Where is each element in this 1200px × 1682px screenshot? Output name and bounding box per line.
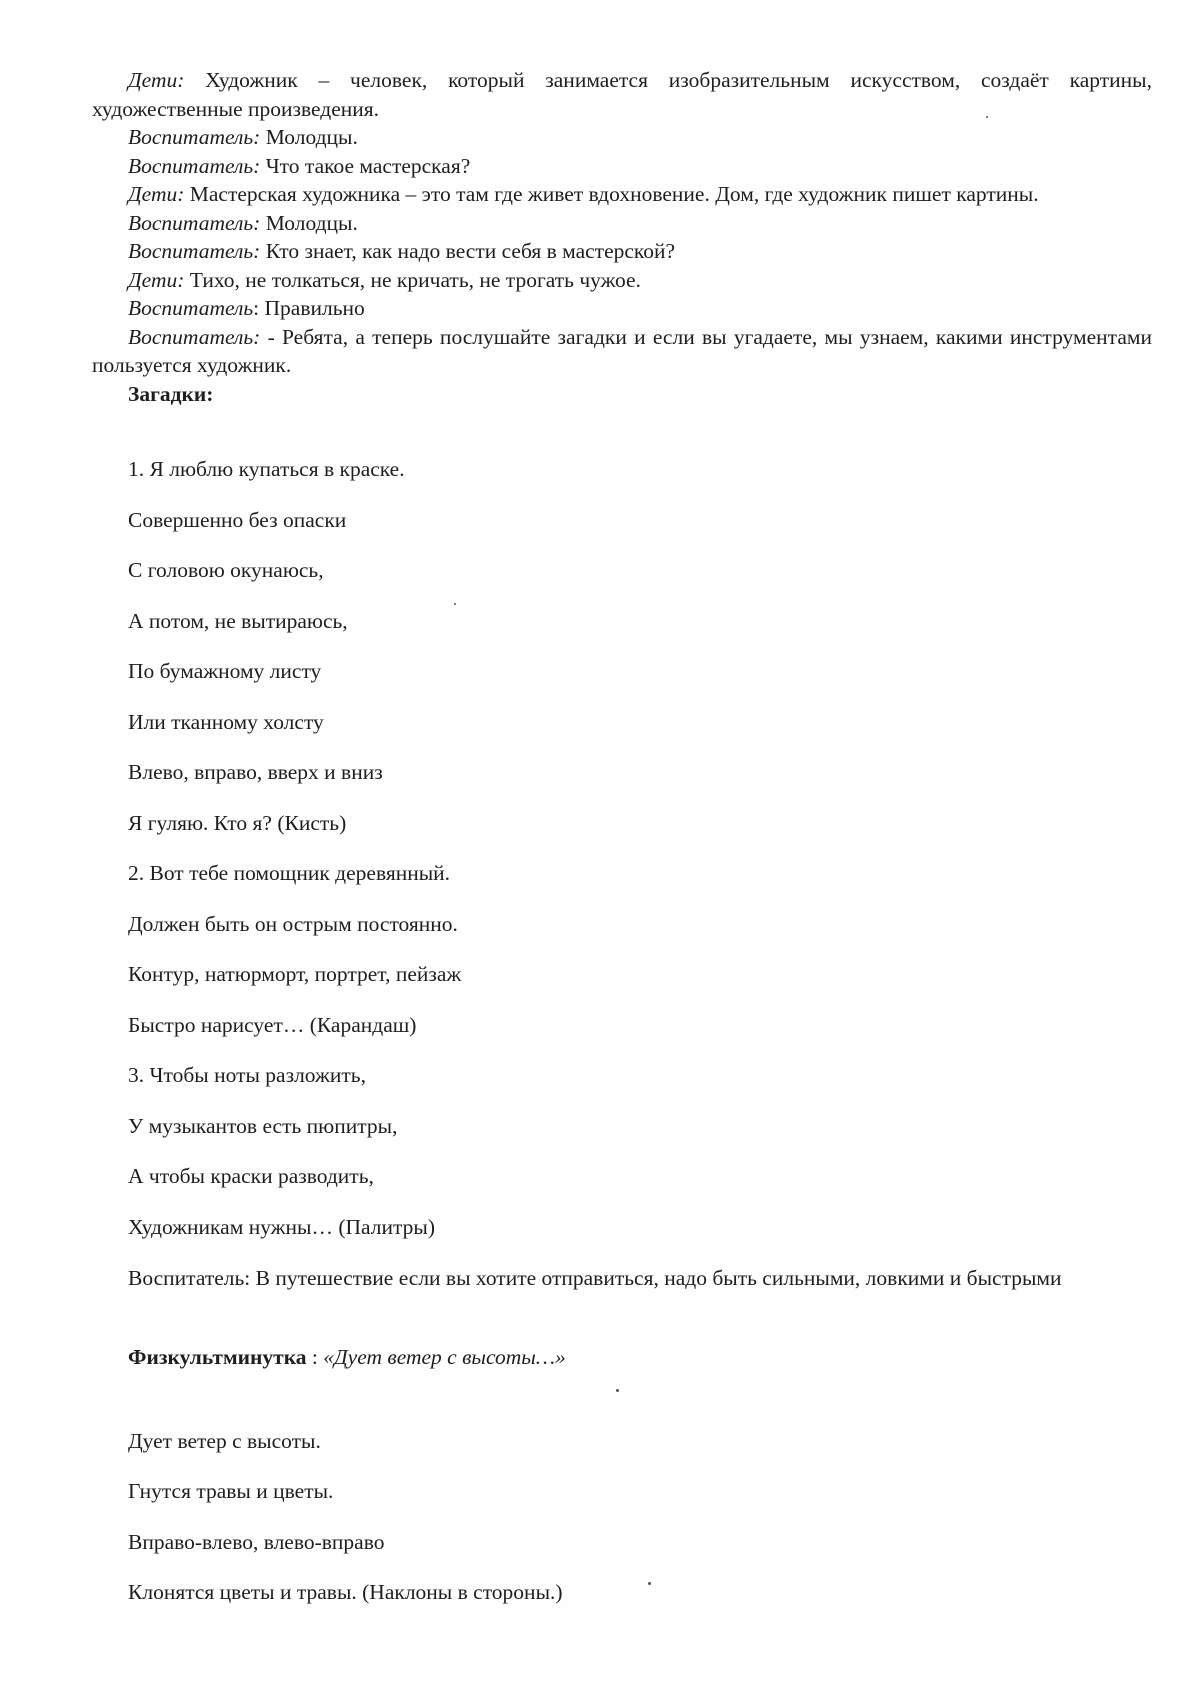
- fizkult-heading: [128, 1344, 566, 1370]
- riddle-line: По бумажному листу: [128, 659, 322, 683]
- riddle-line: Или тканному холсту: [128, 710, 324, 734]
- riddle-line: Быстро нарисует… (Карандаш): [128, 1013, 417, 1037]
- utterance: Мастерская художника – это там где живет вдохновение. Дом, где художник пишет картины.: [184, 182, 1039, 206]
- riddle-line: Совершенно без опаски: [128, 508, 347, 532]
- riddle-line: Я гуляю. Кто я? (Кисть): [128, 811, 347, 835]
- speaker: Воспитатель:: [128, 324, 261, 349]
- riddle-line: Влево, вправо, вверх и вниз: [128, 760, 383, 784]
- riddle-line: С головою окунаюсь,: [128, 558, 324, 582]
- utterance: Молодцы.: [260, 210, 358, 235]
- riddle-line: А потом, не вытираюсь,: [128, 609, 348, 633]
- speaker: Воспитатель:: [128, 239, 261, 263]
- riddle-line: Должен быть он острым постоянно.: [128, 912, 458, 936]
- utterance: - Ребята, а теперь послушайте загадки и если вы угадаете, мы узнаем, какими инструментами пользуется художник.: [92, 324, 1152, 377]
- dialog-line: [92, 66, 1152, 123]
- speaker: Дети:: [128, 68, 185, 92]
- speaker: Дети:: [128, 267, 185, 292]
- riddle-line: У музыкантов есть пюпитры,: [128, 1114, 398, 1138]
- speaker: Воспитатель:: [128, 210, 261, 235]
- closing-paragraph: Воспитатель: В путешествие если вы хотите отправиться, надо быть сильными, ловкими и быстрыми: [128, 1266, 1062, 1290]
- speaker: Воспитатель:: [128, 153, 261, 178]
- speaker: Дети:: [128, 182, 185, 206]
- dialog-line: [92, 237, 1152, 266]
- poem-line: Вправо-влево, влево-вправо: [128, 1530, 385, 1554]
- riddle-line: Художникам нужны… (Палитры): [128, 1215, 436, 1239]
- scan-speck: [616, 1389, 619, 1392]
- fizkult-separator: :: [306, 1345, 324, 1369]
- scan-speck: [454, 603, 456, 605]
- dialog-line: [92, 123, 1152, 152]
- utterance: Что такое мастерская?: [260, 153, 471, 178]
- fizkult-label: Физкультминутка: [128, 1345, 307, 1369]
- fizkult-title: «Дует ветер с высоты…»: [323, 1345, 566, 1369]
- utterance: Кто знает, как надо вести себя в мастерской?: [260, 239, 676, 263]
- dialog-line: [92, 323, 1152, 380]
- utterance: Художник – человек, который занимается изобразительным искусством, создаёт картины, художественные произведения.: [92, 68, 1152, 121]
- poem-line: Гнутся травы и цветы.: [128, 1479, 334, 1503]
- dialog-line: [92, 209, 1152, 238]
- utterance: Молодцы.: [260, 125, 358, 149]
- utterance: Тихо, не толкаться, не кричать, не трогать чужое.: [184, 267, 641, 292]
- riddles-heading: Загадки:: [128, 381, 214, 406]
- speaker: Воспитатель:: [128, 125, 261, 149]
- scan-speck: [648, 1582, 651, 1585]
- speaker: Воспитатель: [128, 296, 254, 320]
- dialog-line: [92, 152, 1152, 181]
- poem-line: Дует ветер с высоты.: [128, 1429, 321, 1453]
- riddle-line: 1. Я люблю купаться в краске.: [128, 457, 405, 481]
- dialog-line: [92, 180, 1152, 209]
- riddle-line: 2. Вот тебе помощник деревянный.: [128, 861, 451, 885]
- poem-line: Клонятся цветы и травы. (Наклоны в стороны.): [128, 1580, 563, 1604]
- dialog-block: [92, 66, 1152, 408]
- riddle-line: А чтобы краски разводить,: [128, 1164, 374, 1188]
- dialog-line: [92, 266, 1152, 295]
- utterance: : Правильно: [253, 296, 365, 320]
- scan-speck: [986, 116, 988, 118]
- riddle-line: Контур, натюрморт, портрет, пейзаж: [128, 962, 462, 986]
- dialog-line: [92, 294, 1152, 323]
- riddle-line: 3. Чтобы ноты разложить,: [128, 1063, 366, 1087]
